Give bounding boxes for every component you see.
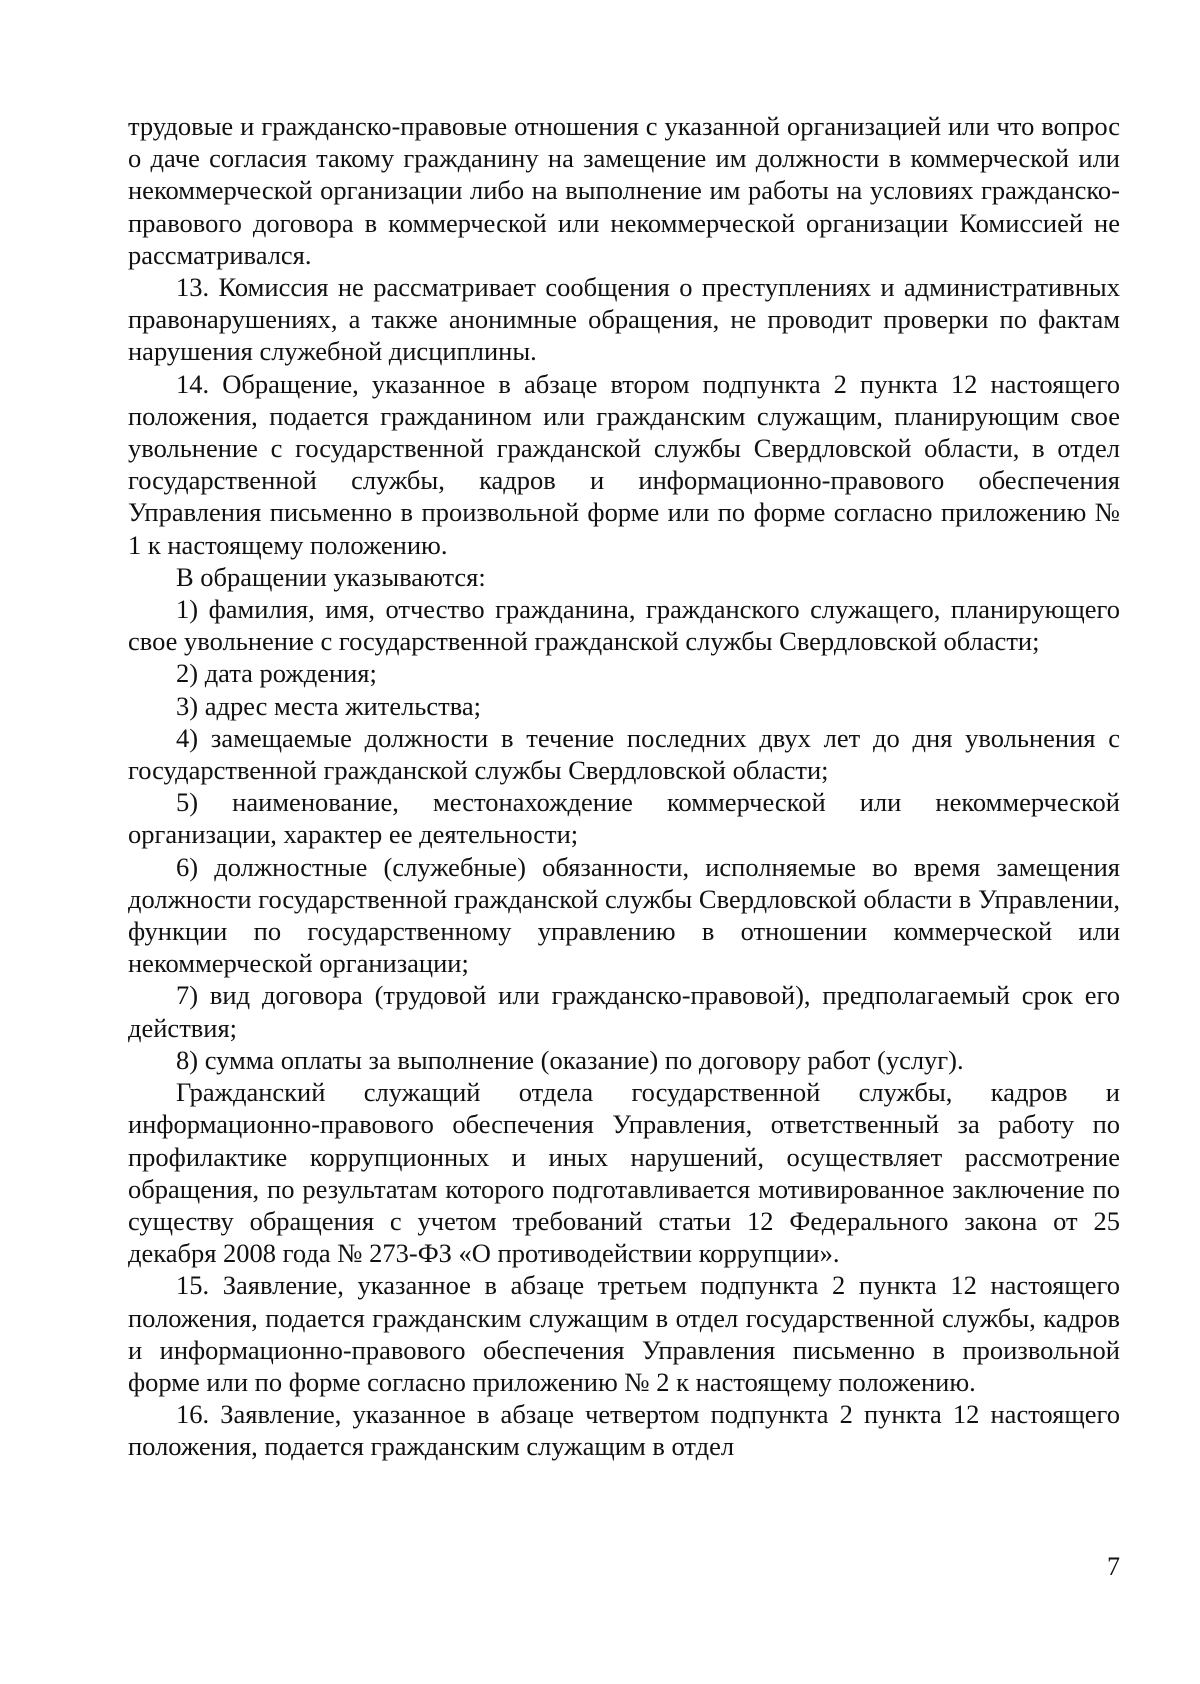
list-item-4: 4) замещаемые должности в течение последних двух лет до дня увольнения с государственной гражданской службы Свердловской области;	[128, 722, 1120, 786]
paragraph-item-15: 15. Заявление, указанное в абзаце третьем подпункта 2 пункта 12 настоящего положения, подается гражданским служащим в отдел государственной службы, кадров и информационно-правового обеспечения Управления письменно в произвольной форме или по форме согласно приложению № 2 к настоящему положению.	[128, 1270, 1120, 1397]
list-item-3: 3) адрес места жительства;	[176, 690, 482, 721]
list-item-7: 7) вид договора (трудовой или гражданско-правовой), предполагаемый срок его действия;	[128, 980, 1120, 1043]
paragraph-item-16: 16. Заявление, указанное в абзаце четвертом подпункта 2 пункта 12 настоящего положения, подается гражданским служащим в отдел	[128, 1399, 1120, 1462]
paragraph-continuation: трудовые и гражданско-правовые отношения с указанной организацией или что вопрос о даче согласия такому гражданину на замещение им должности в коммерческой или некоммерческой организации либо на выполнение им работы на условиях гражданско-правового договора в коммерческой или некоммерческой организации Комиссией не рассматривался.	[128, 111, 1120, 270]
document-body	[128, 110, 1120, 1463]
paragraph-item-14: 14. Обращение, указанное в абзаце втором подпункта 2 пункта 12 настоящего положения, подается гражданином или гражданским служащим, планирующим свое увольнение с государственной гражданской службы Свердловской области, в отдел государственной службы, кадров и информационно-правового обеспечения Управления письменно в произвольной форме или по форме согласно приложению № 1 к настоящему положению.	[128, 368, 1120, 560]
list-item-8: 8) сумма оплаты за выполнение (оказание) по договору работ (услуг).	[176, 1044, 964, 1075]
page-number: 7	[1107, 1552, 1120, 1581]
list-item-5: 5) наименование, местонахождение коммерческой или некоммерческой организации, характер ее деятельности;	[128, 787, 1120, 850]
paragraph-list-intro: В обращении указываются:	[176, 561, 486, 592]
list-item-6: 6) должностные (служебные) обязанности, исполняемые во время замещения должности государственной гражданской службы Свердловской области в Управлении, функции по государственному управлению в отношении коммерческой или некоммерческой организации;	[128, 851, 1120, 979]
paragraph-review: Гражданский служащий отдела государственной службы, кадров и информационно-правового обеспечения Управления, ответственный за работу по профилактике коррупционных и иных нарушений, осуществляет рассмотрение обращения, по результатам которого подготавливается мотивированное заключение по существу обращения с учетом требований статьи 12 Федерального закона от 25 декабря 2008 года № 273-ФЗ «О противодействии коррупции».	[128, 1077, 1120, 1269]
paragraph-item-13: 13. Комиссия не рассматривает сообщения о преступлениях и административных правонарушениях, а также анонимные обращения, не проводит проверки по фактам нарушения служебной дисциплины.	[128, 272, 1120, 367]
list-item-2: 2) дата рождения;	[176, 658, 377, 689]
list-item-1: 1) фамилия, имя, отчество гражданина, гражданского служащего, планирующего свое увольнение с государственной гражданской службы Свердловской области;	[128, 594, 1120, 657]
